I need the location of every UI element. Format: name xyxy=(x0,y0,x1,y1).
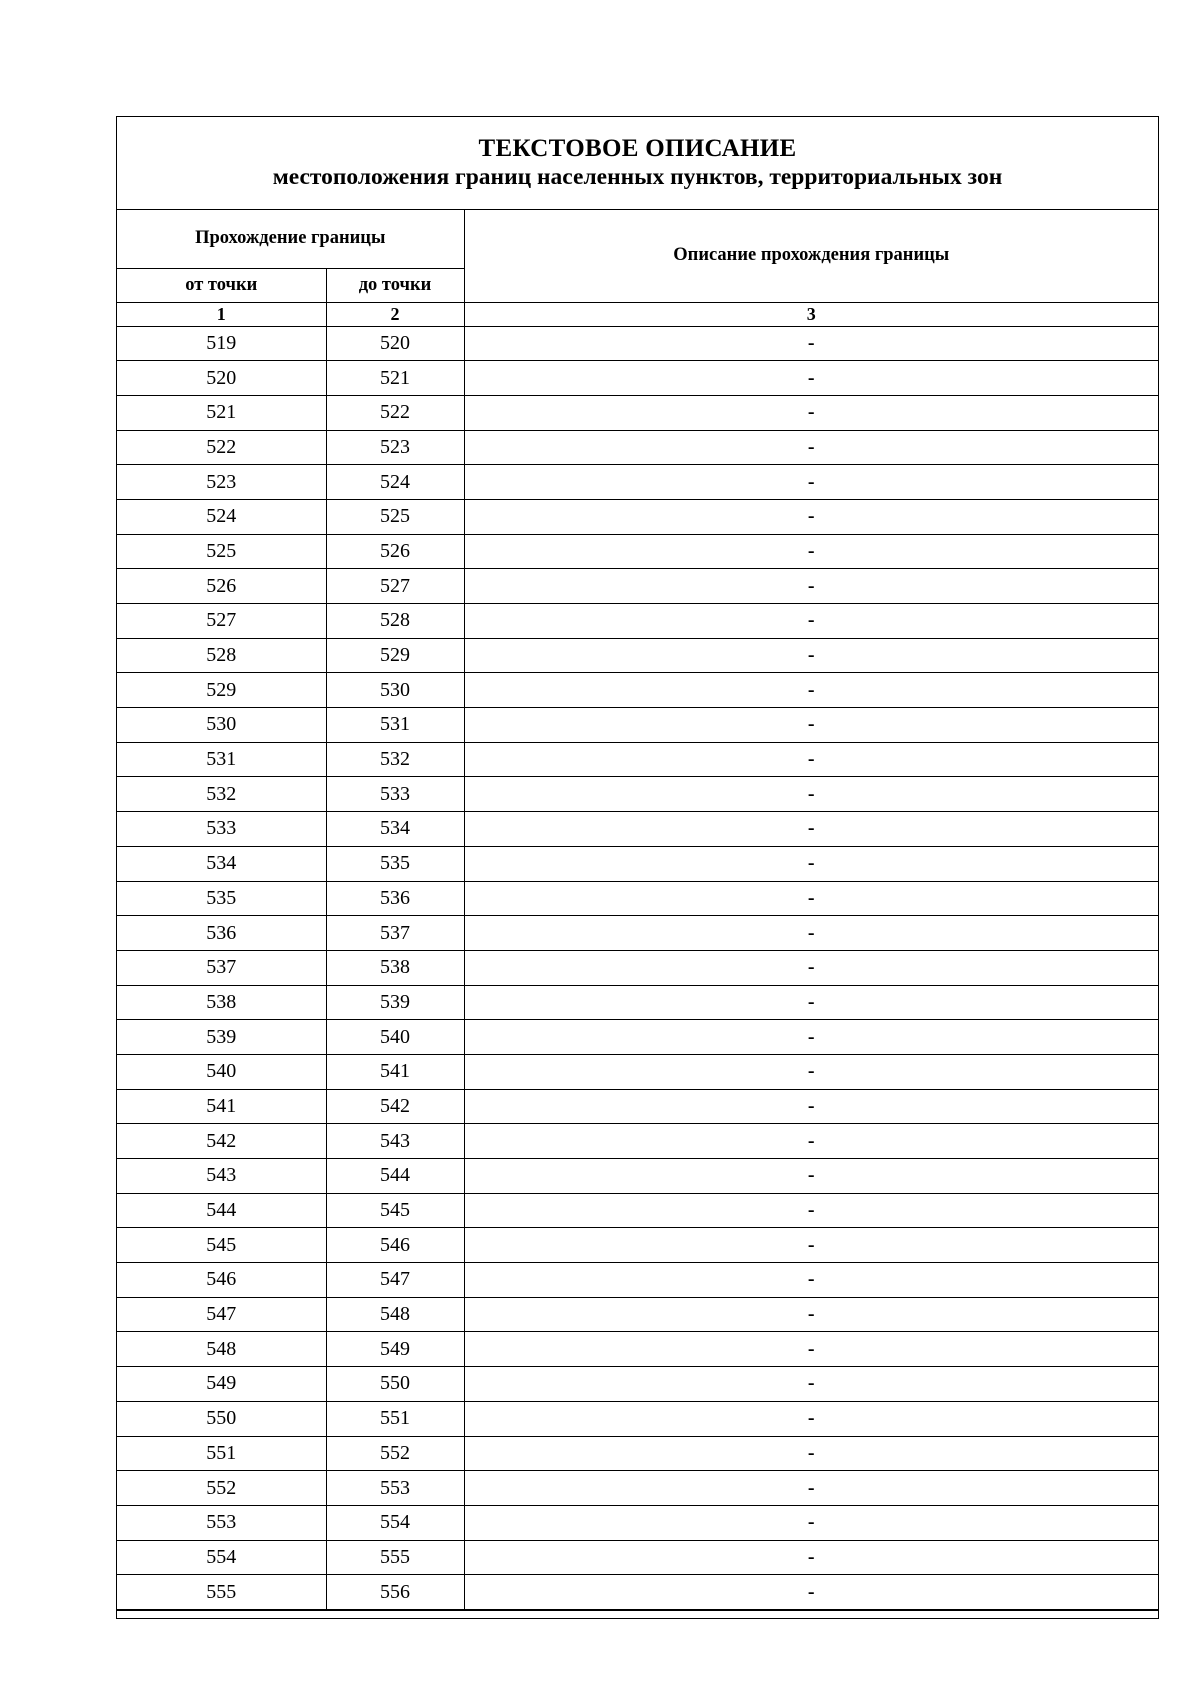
description-cell: - xyxy=(464,569,1158,604)
table-row xyxy=(117,950,1158,985)
description-cell: - xyxy=(464,1505,1158,1540)
to-point-cell: 553 xyxy=(326,1471,464,1506)
from-point-cell: 538 xyxy=(117,985,326,1020)
description-cell: - xyxy=(464,1193,1158,1228)
description-cell: - xyxy=(464,1124,1158,1159)
from-point-cell: 532 xyxy=(117,777,326,812)
to-point-cell: 541 xyxy=(326,1054,464,1089)
boundary-table-wrap xyxy=(117,210,1158,1616)
to-point-cell: 552 xyxy=(326,1436,464,1471)
description-header: Описание прохождения границы xyxy=(464,210,1158,302)
from-point-cell: 543 xyxy=(117,1159,326,1194)
from-point-cell: 533 xyxy=(117,812,326,847)
table-body xyxy=(117,326,1158,1609)
table-row xyxy=(117,1089,1158,1124)
from-point-cell: 544 xyxy=(117,1193,326,1228)
table-row xyxy=(117,881,1158,916)
from-point-cell: 549 xyxy=(117,1367,326,1402)
table-row xyxy=(117,465,1158,500)
from-point-cell: 522 xyxy=(117,430,326,465)
document-sheet xyxy=(116,116,1159,1619)
to-point-cell: 528 xyxy=(326,604,464,639)
to-point-cell: 547 xyxy=(326,1263,464,1298)
to-point-cell: 549 xyxy=(326,1332,464,1367)
table-row xyxy=(117,1193,1158,1228)
from-point-cell: 534 xyxy=(117,846,326,881)
table-row xyxy=(117,499,1158,534)
from-point-cell: 546 xyxy=(117,1263,326,1298)
from-point-cell: 548 xyxy=(117,1332,326,1367)
to-point-cell: 529 xyxy=(326,638,464,673)
table-row xyxy=(117,1228,1158,1263)
description-cell: - xyxy=(464,1297,1158,1332)
from-point-cell: 539 xyxy=(117,1020,326,1055)
description-cell: - xyxy=(464,1367,1158,1402)
table-row xyxy=(117,777,1158,812)
table-row xyxy=(117,1297,1158,1332)
to-point-cell: 531 xyxy=(326,708,464,743)
to-point-cell: 538 xyxy=(326,950,464,985)
table-row xyxy=(117,1332,1158,1367)
table-row xyxy=(117,395,1158,430)
from-point-cell: 519 xyxy=(117,326,326,361)
description-cell: - xyxy=(464,1263,1158,1298)
table-row xyxy=(117,1020,1158,1055)
from-point-cell: 537 xyxy=(117,950,326,985)
table-row xyxy=(117,742,1158,777)
table-row xyxy=(117,985,1158,1020)
to-point-cell: 521 xyxy=(326,361,464,396)
from-point-cell: 554 xyxy=(117,1540,326,1575)
to-point-cell: 539 xyxy=(326,985,464,1020)
description-cell: - xyxy=(464,777,1158,812)
from-point-cell: 542 xyxy=(117,1124,326,1159)
table-row xyxy=(117,534,1158,569)
description-cell: - xyxy=(464,1159,1158,1194)
passage-header: Прохождение границы xyxy=(117,210,464,268)
table-row xyxy=(117,1436,1158,1471)
description-cell: - xyxy=(464,1089,1158,1124)
description-cell: - xyxy=(464,1332,1158,1367)
from-point-cell: 526 xyxy=(117,569,326,604)
description-cell: - xyxy=(464,1540,1158,1575)
to-point-cell: 530 xyxy=(326,673,464,708)
from-point-cell: 541 xyxy=(117,1089,326,1124)
table-bottom-rule xyxy=(117,1610,1158,1616)
description-cell: - xyxy=(464,708,1158,743)
description-cell: - xyxy=(464,465,1158,500)
boundary-table xyxy=(117,210,1158,1610)
to-point-cell: 536 xyxy=(326,881,464,916)
from-point-cell: 523 xyxy=(117,465,326,500)
table-row xyxy=(117,638,1158,673)
description-cell: - xyxy=(464,1054,1158,1089)
table-row xyxy=(117,1054,1158,1089)
to-point-cell: 555 xyxy=(326,1540,464,1575)
table-row xyxy=(117,1159,1158,1194)
from-point-cell: 535 xyxy=(117,881,326,916)
to-point-cell: 526 xyxy=(326,534,464,569)
to-point-cell: 548 xyxy=(326,1297,464,1332)
table-row xyxy=(117,1471,1158,1506)
from-point-cell: 545 xyxy=(117,1228,326,1263)
description-cell: - xyxy=(464,1436,1158,1471)
to-point-cell: 551 xyxy=(326,1401,464,1436)
table-row xyxy=(117,1575,1158,1610)
description-cell: - xyxy=(464,673,1158,708)
from-point-cell: 529 xyxy=(117,673,326,708)
to-point-cell: 525 xyxy=(326,499,464,534)
to-point-cell: 546 xyxy=(326,1228,464,1263)
to-point-cell: 554 xyxy=(326,1505,464,1540)
table-row xyxy=(117,1263,1158,1298)
description-cell: - xyxy=(464,985,1158,1020)
to-point-cell: 524 xyxy=(326,465,464,500)
document-title: ТЕКСТОВОЕ ОПИСАНИЕ xyxy=(478,135,797,162)
to-point-cell: 545 xyxy=(326,1193,464,1228)
table-row xyxy=(117,1367,1158,1402)
document-subtitle: местоположения границ населенных пунктов, территориальных зон xyxy=(272,164,1003,190)
to-point-cell: 534 xyxy=(326,812,464,847)
description-cell: - xyxy=(464,499,1158,534)
to-point-cell: 527 xyxy=(326,569,464,604)
from-point-cell: 536 xyxy=(117,916,326,951)
table-row xyxy=(117,569,1158,604)
description-cell: - xyxy=(464,950,1158,985)
to-point-cell: 543 xyxy=(326,1124,464,1159)
to-point-cell: 550 xyxy=(326,1367,464,1402)
from-point-cell: 520 xyxy=(117,361,326,396)
description-cell: - xyxy=(464,361,1158,396)
title-block xyxy=(117,117,1158,210)
to-point-header: до точки xyxy=(326,268,464,302)
column-number-1: 1 xyxy=(117,302,326,326)
table-row xyxy=(117,361,1158,396)
description-cell: - xyxy=(464,1020,1158,1055)
to-point-cell: 540 xyxy=(326,1020,464,1055)
from-point-cell: 552 xyxy=(117,1471,326,1506)
from-point-cell: 540 xyxy=(117,1054,326,1089)
from-point-cell: 547 xyxy=(117,1297,326,1332)
table-row xyxy=(117,1401,1158,1436)
from-point-cell: 555 xyxy=(117,1575,326,1610)
to-point-cell: 535 xyxy=(326,846,464,881)
description-cell: - xyxy=(464,812,1158,847)
table-row xyxy=(117,673,1158,708)
description-cell: - xyxy=(464,604,1158,639)
description-cell: - xyxy=(464,326,1158,361)
table-row xyxy=(117,916,1158,951)
to-point-cell: 542 xyxy=(326,1089,464,1124)
description-cell: - xyxy=(464,1575,1158,1610)
description-cell: - xyxy=(464,395,1158,430)
table-row xyxy=(117,1505,1158,1540)
description-cell: - xyxy=(464,881,1158,916)
from-point-cell: 521 xyxy=(117,395,326,430)
description-cell: - xyxy=(464,1471,1158,1506)
to-point-cell: 544 xyxy=(326,1159,464,1194)
table-row xyxy=(117,846,1158,881)
table-row xyxy=(117,1124,1158,1159)
column-number-3: 3 xyxy=(464,302,1158,326)
description-cell: - xyxy=(464,534,1158,569)
to-point-cell: 533 xyxy=(326,777,464,812)
description-cell: - xyxy=(464,1228,1158,1263)
to-point-cell: 537 xyxy=(326,916,464,951)
description-cell: - xyxy=(464,1401,1158,1436)
table-row xyxy=(117,708,1158,743)
from-point-cell: 550 xyxy=(117,1401,326,1436)
to-point-cell: 522 xyxy=(326,395,464,430)
description-cell: - xyxy=(464,916,1158,951)
description-cell: - xyxy=(464,742,1158,777)
description-cell: - xyxy=(464,638,1158,673)
from-point-cell: 531 xyxy=(117,742,326,777)
from-point-cell: 551 xyxy=(117,1436,326,1471)
from-point-cell: 530 xyxy=(117,708,326,743)
from-point-cell: 527 xyxy=(117,604,326,639)
description-cell: - xyxy=(464,430,1158,465)
to-point-cell: 532 xyxy=(326,742,464,777)
to-point-cell: 520 xyxy=(326,326,464,361)
table-row xyxy=(117,812,1158,847)
column-number-2: 2 xyxy=(326,302,464,326)
description-cell: - xyxy=(464,846,1158,881)
from-point-header: от точки xyxy=(117,268,326,302)
table-row xyxy=(117,326,1158,361)
table-row xyxy=(117,1540,1158,1575)
to-point-cell: 556 xyxy=(326,1575,464,1610)
from-point-cell: 528 xyxy=(117,638,326,673)
from-point-cell: 525 xyxy=(117,534,326,569)
from-point-cell: 524 xyxy=(117,499,326,534)
to-point-cell: 523 xyxy=(326,430,464,465)
from-point-cell: 553 xyxy=(117,1505,326,1540)
table-row xyxy=(117,430,1158,465)
table-row xyxy=(117,604,1158,639)
